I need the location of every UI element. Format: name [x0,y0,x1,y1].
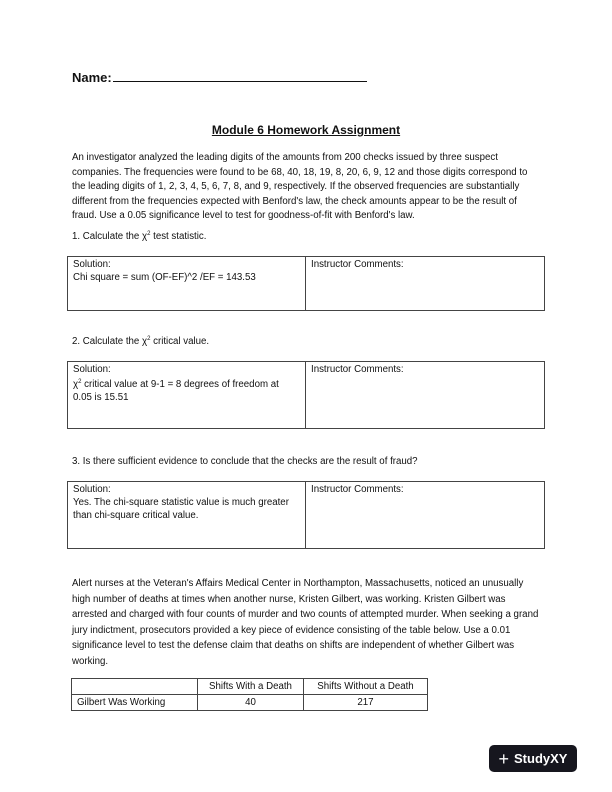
solution-cell-1: Solution: Chi square = sum (OF-EF)^2 /EF = 143.53 [68,257,306,311]
answer-box-2 [67,361,545,429]
question-2: 2. Calculate the $\chi^2$ critical value. [72,336,210,348]
name-blank-line [113,70,367,82]
table-header: Shifts With a Death [198,679,304,695]
comments-cell-3: Instructor Comments: [306,482,545,549]
answer-box-3 [67,481,545,549]
second-paragraph: Alert nurses at the Veteran's Affairs Medical Center in Northampton, Massachusetts, noticed an unusually high number of deaths at times when another nurse, Kristen Gilbert, was working. Kristen Gilbert was arrested and charged with four counts of murder and two counts of attempted murder. When seeking a grand jury indictment, prosecutors provided a key piece of evidence consisting of the table below. Use a 0.01 significance level to test the defense claim that deaths on shifts are independent of whether Gilbert was working. [72,578,539,667]
intro-paragraph: An investigator analyzed the leading digits of the amounts from 200 checks issued by three suspect companies. The frequencies were found to be 68, 40, 18, 19, 8, 20, 6, 9, 12 and those digits correspond to the leading digits of 1, 2, 3, 4, 5, 6, 7, 8, and 9, respectively. If the observed frequencies are substantially different from the frequencies expected with Benford's law, the check amounts appear to be the result of fraud. Use a 0.05 significance level to test for goodness-of-fit with Benford's law. [72,152,528,221]
answer-box-1 [67,256,545,311]
table-row: Gilbert Was Working 40 217 [72,695,428,711]
question-3: 3. Is there sufficient evidence to conclude that the checks are the result of fraud? [72,456,418,467]
solution-cell-2: Solution: $\chi^2$ critical value at 9-1 = 8 degrees of freedom at 0.05 is 15.51 [68,362,306,429]
solution-cell-3: Solution: Yes. The chi-square statistic value is much greater than chi-square critical value. [68,482,306,549]
table-header: Shifts Without a Death [304,679,428,695]
studyxy-watermark: + StudyXY [489,745,577,772]
shifts-table [71,678,428,711]
question-1: 1. Calculate the $\chi^2$ test statistic. [72,231,207,243]
comments-cell-2: Instructor Comments: [306,362,545,429]
comments-cell-1: Instructor Comments: [306,257,545,311]
name-label: Name: [72,70,112,85]
table-header-row [72,679,428,695]
plus-icon: + [498,748,510,769]
name-field [72,70,367,85]
page-title: Module 6 Homework Assignment [211,123,401,137]
